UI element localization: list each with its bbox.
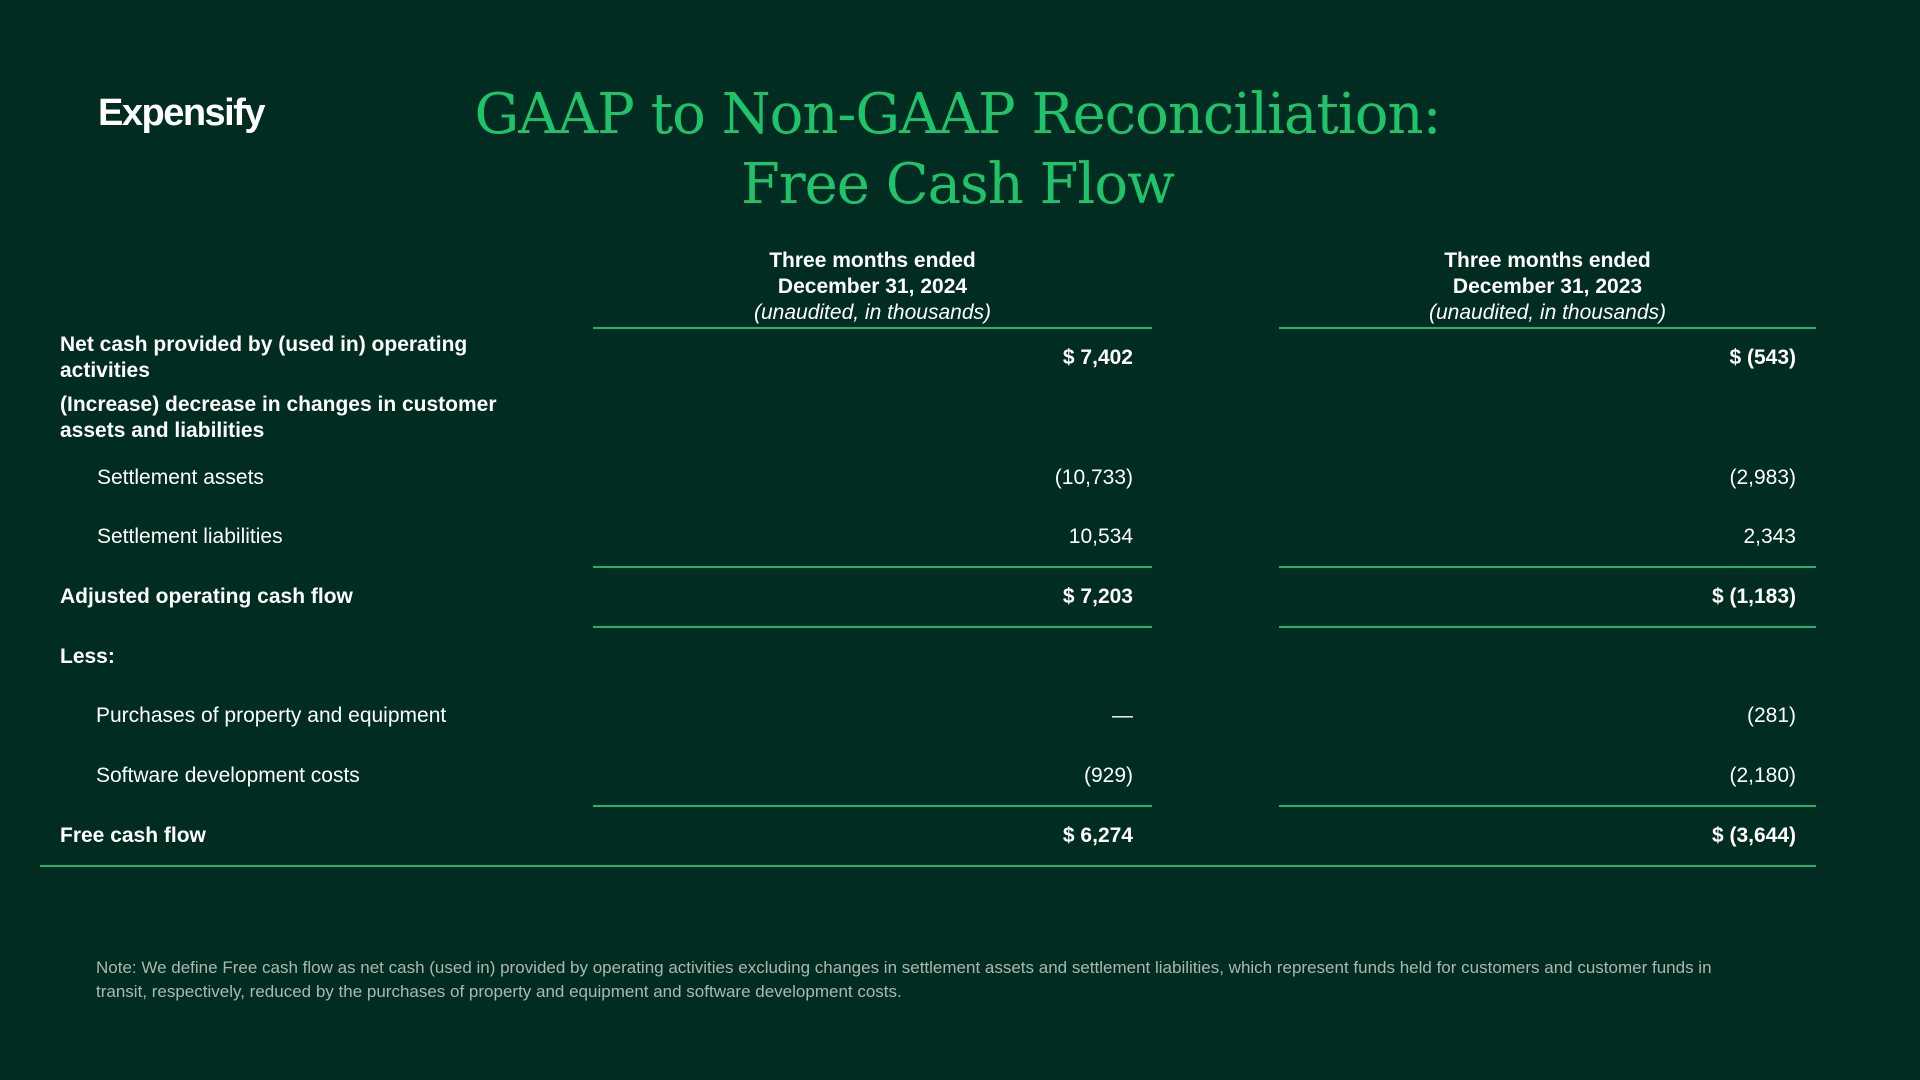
purchases-2023: (281) [1746, 704, 1796, 727]
row-label-line-2: activities [60, 359, 150, 382]
column-header-line-2: December 31, 2023 [1452, 275, 1643, 298]
row-label-less: Less: [60, 645, 115, 668]
column-header-line-1: Three months ended [769, 249, 976, 272]
title-line-2: Free Cash Flow [741, 152, 1174, 217]
row-label-software-development: Software development costs [96, 764, 360, 787]
adjusted-rule-2023 [1279, 626, 1816, 628]
purchases-2024: — [1112, 704, 1133, 727]
free-cash-flow-top-rule-2023 [1279, 805, 1816, 807]
row-label-line-1: (Increase) decrease in changes in customer [60, 393, 497, 416]
row-label-line-1: Net cash provided by (used in) operating [60, 333, 468, 356]
column-header-line-1: Three months ended [1444, 249, 1651, 272]
settlement-liabilities-2024: 10,534 [1068, 525, 1133, 548]
row-label-settlement-liabilities: Settlement liabilities [97, 525, 283, 548]
subtotal-rule-2023 [1279, 566, 1816, 568]
row-label-settlement-assets: Settlement assets [97, 466, 264, 489]
row-label-adjusted-operating-cash-flow: Adjusted operating cash flow [60, 585, 353, 608]
expensify-logo: Expensify [98, 92, 265, 134]
net-cash-2023: $ (543) [1729, 346, 1796, 369]
title-line-1: GAAP to Non-GAAP Reconciliation: [474, 82, 1441, 147]
table-bottom-rule [40, 865, 1816, 867]
free-cash-flow-top-rule-2024 [593, 805, 1152, 807]
row-label-net-cash [60, 332, 467, 384]
row-label-increase-decrease [60, 392, 497, 444]
subtotal-rule-2024 [593, 566, 1152, 568]
row-label-free-cash-flow: Free cash flow [60, 824, 206, 847]
row-label-purchases: Purchases of property and equipment [96, 704, 447, 727]
row-label-line-2: assets and liabilities [60, 419, 265, 442]
settlement-assets-2024: (10,733) [1054, 466, 1133, 489]
free-cash-flow-2023: $ (3,644) [1711, 824, 1796, 847]
software-development-2023: (2,180) [1729, 764, 1796, 787]
settlement-assets-2023: (2,983) [1729, 466, 1796, 489]
header-rule-2024 [593, 327, 1152, 329]
column-header-line-3: (unaudited, in thousands) [754, 301, 991, 324]
adjusted-operating-cash-flow-2024: $ 7,203 [1062, 585, 1133, 608]
column-header-line-2: December 31, 2024 [777, 275, 968, 298]
software-development-2024: (929) [1083, 764, 1133, 787]
page-title [400, 80, 1515, 220]
adjusted-operating-cash-flow-2023: $ (1,183) [1711, 585, 1796, 608]
column-header-2024 [593, 248, 1152, 326]
adjusted-rule-2024 [593, 626, 1152, 628]
free-cash-flow-2024: $ 6,274 [1062, 824, 1133, 847]
header-rule-2023 [1279, 327, 1816, 329]
column-header-line-3: (unaudited, in thousands) [1429, 301, 1666, 324]
settlement-liabilities-2023: 2,343 [1743, 525, 1796, 548]
column-header-2023 [1279, 248, 1816, 326]
net-cash-2024: $ 7,402 [1062, 346, 1133, 369]
footnote: Note: We define Free cash flow as net cash (used in) provided by operating activities excluding changes in settlement assets and settlement liabilities, which represent funds held for customers and customer funds in transit, respectively, reduced by the purchases of property and equipment and software development costs. [96, 958, 1712, 1001]
